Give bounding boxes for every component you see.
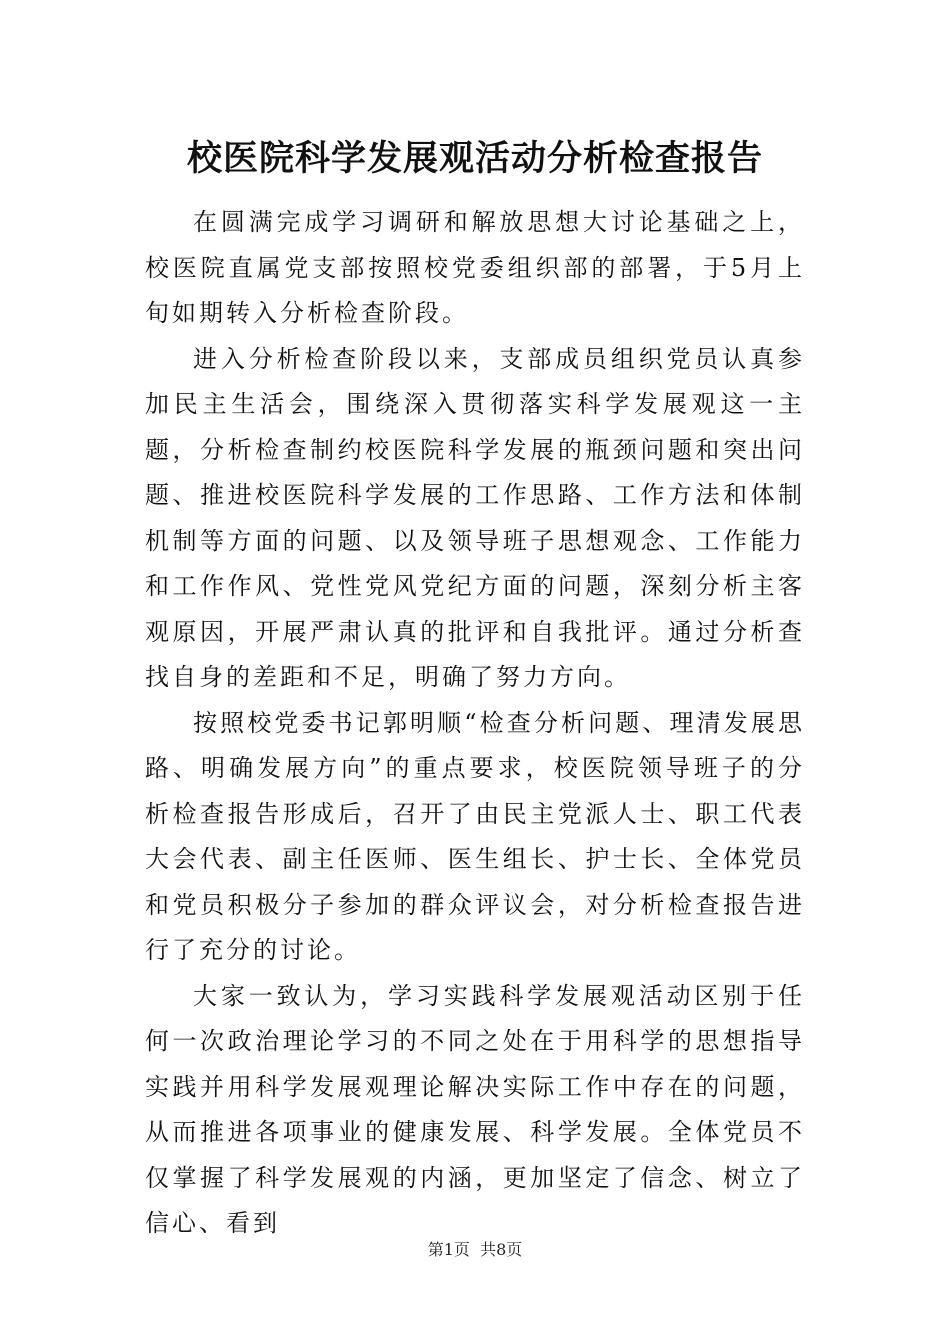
document-body: [145, 200, 805, 1247]
paragraph: 按照校党委书记郭明顺“检查分析问题、理清发展思路、明确发展方向”的重点要求，校医院领导班子的分析检查报告形成后，召开了由民主党派人士、职工代表大会代表、副主任医师、医生组长、护士长、全体党员和党员积极分子参加的群众评议会，对分析检查报告进行了充分的讨论。: [145, 708, 805, 964]
paragraph: 大家一致认为，学习实践科学发展观活动区别于任何一次政治理论学习的不同之处在于用科学的思想指导实践并用科学发展观理论解决实际工作中存在的问题，从而推进各项事业的健康发展、科学发展。全体党员不仅掌握了科学发展观的内涵，更加坚定了信念、树立了信心、看到: [145, 981, 805, 1237]
page-number-footer: 第1页 共8页: [427, 1240, 523, 1259]
paragraph: 进入分析检查阶段以来，支部成员组织党员认真参加民主生活会，围绕深入贯彻落实科学发展观这一主题，分析检查制约校医院科学发展的瓶颈问题和突出问题、推进校医院科学发展的工作思路、工作方法和体制机制等方面的问题、以及领导班子思想观念、工作能力和工作作风、党性党风党纪方面的问题，深刻分析主客观原因，开展严肃认真的批评和自我批评。通过分析查找自身的差距和不足，明确了努力方向。: [145, 344, 805, 691]
document-title: 校医院科学发展观活动分析检查报告: [186, 138, 763, 179]
paragraph: 在圆满完成学习调研和解放思想大讨论基础之上，校医院直属党支部按照校党委组织部的部署，于5月上旬如期转入分析检查阶段。: [145, 208, 805, 327]
